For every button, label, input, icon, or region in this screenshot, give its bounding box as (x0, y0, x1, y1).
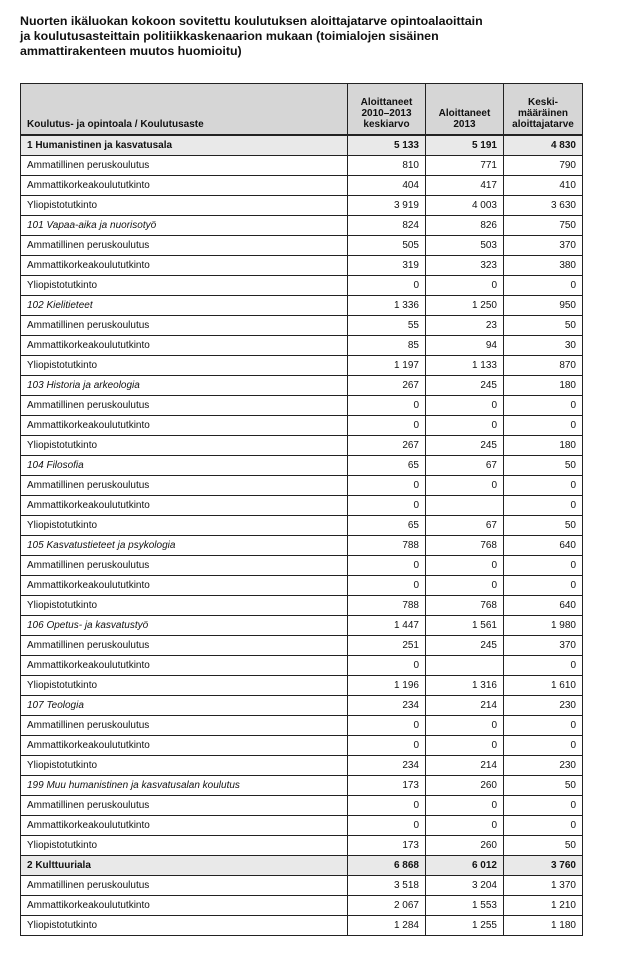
row-label: Ammattikorkeakoulututkinto (21, 256, 348, 276)
value-2013: 771 (426, 156, 504, 176)
row-label: Ammattikorkeakoulututkinto (21, 816, 348, 836)
row-label: Ammatillinen peruskoulutus (21, 476, 348, 496)
table-body (21, 135, 583, 936)
value-2013: 1 255 (426, 916, 504, 936)
row-label: Yliopistotutkinto (21, 596, 348, 616)
table-row-subfield (21, 536, 583, 556)
value-2013: 260 (426, 776, 504, 796)
value-2013: 0 (426, 716, 504, 736)
value-2013: 245 (426, 376, 504, 396)
row-label: Ammatillinen peruskoulutus (21, 796, 348, 816)
value-avg-2010-2013: 55 (348, 316, 426, 336)
value-need: 180 (504, 376, 583, 396)
value-need: 0 (504, 396, 583, 416)
row-label: 106 Opetus- ja kasvatustyö (21, 616, 348, 636)
table-row (21, 836, 583, 856)
value-avg-2010-2013: 788 (348, 536, 426, 556)
value-need: 230 (504, 756, 583, 776)
value-avg-2010-2013: 267 (348, 376, 426, 396)
value-2013: 0 (426, 576, 504, 596)
table-row (21, 716, 583, 736)
row-label: Ammattikorkeakoulututkinto (21, 176, 348, 196)
table-row (21, 196, 583, 216)
value-2013: 503 (426, 236, 504, 256)
table-row-subfield (21, 216, 583, 236)
value-avg-2010-2013: 0 (348, 476, 426, 496)
row-label: 105 Kasvatustieteet ja psykologia (21, 536, 348, 556)
value-need: 50 (504, 456, 583, 476)
value-avg-2010-2013: 0 (348, 396, 426, 416)
table-row (21, 156, 583, 176)
value-2013: 768 (426, 596, 504, 616)
value-need: 0 (504, 496, 583, 516)
value-need: 0 (504, 556, 583, 576)
value-need: 370 (504, 236, 583, 256)
row-label: 199 Muu humanistinen ja kasvatusalan koulutus (21, 776, 348, 796)
value-2013: 214 (426, 756, 504, 776)
row-label: Ammatillinen peruskoulutus (21, 556, 348, 576)
value-2013: 5 191 (426, 135, 504, 156)
table-row (21, 276, 583, 296)
value-2013: 4 003 (426, 196, 504, 216)
row-label: 103 Historia ja arkeologia (21, 376, 348, 396)
row-label: Yliopistotutkinto (21, 676, 348, 696)
value-avg-2010-2013: 65 (348, 516, 426, 536)
column-header-need: Keski- määräinen aloittajatarve (504, 84, 583, 136)
value-2013: 67 (426, 516, 504, 536)
table-row (21, 736, 583, 756)
value-need: 380 (504, 256, 583, 276)
value-2013: 0 (426, 276, 504, 296)
value-need: 640 (504, 596, 583, 616)
value-need: 50 (504, 836, 583, 856)
value-need: 1 980 (504, 616, 583, 636)
value-avg-2010-2013: 234 (348, 696, 426, 716)
table-row-subfield (21, 376, 583, 396)
row-label: Ammatillinen peruskoulutus (21, 636, 348, 656)
value-need: 1 370 (504, 876, 583, 896)
value-avg-2010-2013: 0 (348, 736, 426, 756)
row-label: Ammatillinen peruskoulutus (21, 716, 348, 736)
value-avg-2010-2013: 810 (348, 156, 426, 176)
value-need: 3 760 (504, 856, 583, 876)
table-row (21, 336, 583, 356)
value-2013: 1 561 (426, 616, 504, 636)
value-2013: 94 (426, 336, 504, 356)
value-need: 0 (504, 276, 583, 296)
row-label: Ammatillinen peruskoulutus (21, 236, 348, 256)
row-label: Yliopistotutkinto (21, 356, 348, 376)
table-row (21, 916, 583, 936)
row-label: Yliopistotutkinto (21, 756, 348, 776)
row-label: Yliopistotutkinto (21, 516, 348, 536)
row-label: Ammatillinen peruskoulutus (21, 156, 348, 176)
value-avg-2010-2013: 3 919 (348, 196, 426, 216)
row-label: Ammattikorkeakoulututkinto (21, 656, 348, 676)
value-avg-2010-2013: 0 (348, 416, 426, 436)
title-line: ammattirakenteen muutos huomioitu) (20, 44, 242, 58)
title-line: ja koulutusasteittain politiikkaskenaarion mukaan (toimialojen sisäinen (20, 29, 439, 43)
value-avg-2010-2013: 1 336 (348, 296, 426, 316)
table-header (21, 84, 583, 136)
value-2013: 0 (426, 556, 504, 576)
table-row (21, 436, 583, 456)
table-row (21, 556, 583, 576)
row-label: Ammatillinen peruskoulutus (21, 396, 348, 416)
value-need: 370 (504, 636, 583, 656)
value-2013: 0 (426, 736, 504, 756)
value-need: 3 630 (504, 196, 583, 216)
row-label: Ammattikorkeakoulututkinto (21, 576, 348, 596)
table-row (21, 396, 583, 416)
value-2013: 245 (426, 636, 504, 656)
value-2013: 0 (426, 816, 504, 836)
value-2013: 1 250 (426, 296, 504, 316)
value-avg-2010-2013: 2 067 (348, 896, 426, 916)
value-2013: 67 (426, 456, 504, 476)
value-avg-2010-2013: 0 (348, 556, 426, 576)
table-row (21, 896, 583, 916)
value-need: 50 (504, 776, 583, 796)
row-label: 102 Kielitieteet (21, 296, 348, 316)
table-row (21, 656, 583, 676)
header-row (21, 84, 583, 136)
value-2013 (426, 656, 504, 676)
row-label: Ammattikorkeakoulututkinto (21, 896, 348, 916)
value-avg-2010-2013: 0 (348, 796, 426, 816)
table-row-subfield (21, 776, 583, 796)
table-row (21, 476, 583, 496)
value-avg-2010-2013: 0 (348, 656, 426, 676)
table-row (21, 756, 583, 776)
value-2013: 1 133 (426, 356, 504, 376)
value-avg-2010-2013: 6 868 (348, 856, 426, 876)
table-row (21, 236, 583, 256)
value-2013: 260 (426, 836, 504, 856)
value-2013: 6 012 (426, 856, 504, 876)
value-avg-2010-2013: 0 (348, 576, 426, 596)
column-header-2013: Aloittaneet 2013 (426, 84, 504, 136)
value-need: 0 (504, 736, 583, 756)
row-label: Ammatillinen peruskoulutus (21, 316, 348, 336)
value-avg-2010-2013: 824 (348, 216, 426, 236)
value-2013: 826 (426, 216, 504, 236)
table-row-subfield (21, 456, 583, 476)
value-need: 1 180 (504, 916, 583, 936)
row-label: 1 Humanistinen ja kasvatusala (21, 135, 348, 156)
value-2013 (426, 496, 504, 516)
value-avg-2010-2013: 234 (348, 756, 426, 776)
value-avg-2010-2013: 85 (348, 336, 426, 356)
value-need: 1 210 (504, 896, 583, 916)
value-avg-2010-2013: 404 (348, 176, 426, 196)
value-need: 870 (504, 356, 583, 376)
row-label: Yliopistotutkinto (21, 276, 348, 296)
table-row (21, 596, 583, 616)
value-avg-2010-2013: 267 (348, 436, 426, 456)
table-row (21, 796, 583, 816)
table-row-subfield (21, 696, 583, 716)
value-avg-2010-2013: 3 518 (348, 876, 426, 896)
value-avg-2010-2013: 788 (348, 596, 426, 616)
row-label: Yliopistotutkinto (21, 196, 348, 216)
row-label: Yliopistotutkinto (21, 916, 348, 936)
value-avg-2010-2013: 173 (348, 776, 426, 796)
table-row-subfield (21, 296, 583, 316)
table-row (21, 256, 583, 276)
value-need: 50 (504, 316, 583, 336)
value-2013: 0 (426, 796, 504, 816)
table-row-section (21, 135, 583, 156)
value-2013: 0 (426, 416, 504, 436)
value-2013: 245 (426, 436, 504, 456)
value-need: 0 (504, 476, 583, 496)
value-avg-2010-2013: 65 (348, 456, 426, 476)
table-row (21, 416, 583, 436)
value-need: 0 (504, 416, 583, 436)
value-need: 0 (504, 716, 583, 736)
value-avg-2010-2013: 505 (348, 236, 426, 256)
row-label: Ammattikorkeakoulututkinto (21, 336, 348, 356)
table-row (21, 676, 583, 696)
row-label: Ammattikorkeakoulututkinto (21, 736, 348, 756)
row-label: Yliopistotutkinto (21, 436, 348, 456)
column-header-avg-2010-2013: Aloittaneet 2010–2013 keskiarvo (348, 84, 426, 136)
value-avg-2010-2013: 0 (348, 716, 426, 736)
row-label: Ammattikorkeakoulututkinto (21, 416, 348, 436)
value-need: 950 (504, 296, 583, 316)
table-row (21, 876, 583, 896)
table-row-section (21, 856, 583, 876)
data-table (20, 83, 583, 936)
value-need: 180 (504, 436, 583, 456)
value-need: 0 (504, 576, 583, 596)
column-header-field: Koulutus- ja opintoala / Koulutusaste (21, 84, 348, 136)
row-label: Ammattikorkeakoulututkinto (21, 496, 348, 516)
value-need: 50 (504, 516, 583, 536)
value-need: 0 (504, 796, 583, 816)
row-label: Ammatillinen peruskoulutus (21, 876, 348, 896)
table-row (21, 176, 583, 196)
table-row (21, 356, 583, 376)
value-avg-2010-2013: 251 (348, 636, 426, 656)
value-need: 790 (504, 156, 583, 176)
table-row (21, 576, 583, 596)
value-avg-2010-2013: 1 197 (348, 356, 426, 376)
value-2013: 323 (426, 256, 504, 276)
row-label: 2 Kulttuuriala (21, 856, 348, 876)
value-avg-2010-2013: 1 447 (348, 616, 426, 636)
value-2013: 1 316 (426, 676, 504, 696)
value-2013: 768 (426, 536, 504, 556)
row-label: 107 Teologia (21, 696, 348, 716)
value-2013: 3 204 (426, 876, 504, 896)
table-row (21, 496, 583, 516)
value-avg-2010-2013: 319 (348, 256, 426, 276)
table-row-subfield (21, 616, 583, 636)
row-label: Yliopistotutkinto (21, 836, 348, 856)
document-title (20, 14, 580, 59)
value-2013: 214 (426, 696, 504, 716)
value-avg-2010-2013: 0 (348, 276, 426, 296)
table-row (21, 516, 583, 536)
value-need: 0 (504, 816, 583, 836)
value-avg-2010-2013: 0 (348, 496, 426, 516)
table-row (21, 816, 583, 836)
value-avg-2010-2013: 0 (348, 816, 426, 836)
value-avg-2010-2013: 173 (348, 836, 426, 856)
value-need: 640 (504, 536, 583, 556)
value-need: 410 (504, 176, 583, 196)
value-2013: 23 (426, 316, 504, 336)
value-avg-2010-2013: 1 196 (348, 676, 426, 696)
value-avg-2010-2013: 1 284 (348, 916, 426, 936)
value-2013: 1 553 (426, 896, 504, 916)
table-row (21, 636, 583, 656)
table-row (21, 316, 583, 336)
value-2013: 0 (426, 476, 504, 496)
title-line: Nuorten ikäluokan kokoon sovitettu koulutuksen aloittajatarve opintoalaoittain (20, 14, 483, 28)
value-2013: 417 (426, 176, 504, 196)
value-avg-2010-2013: 5 133 (348, 135, 426, 156)
value-need: 1 610 (504, 676, 583, 696)
row-label: 101 Vapaa-aika ja nuorisotyö (21, 216, 348, 236)
value-need: 30 (504, 336, 583, 356)
value-need: 0 (504, 656, 583, 676)
value-need: 230 (504, 696, 583, 716)
row-label: 104 Filosofia (21, 456, 348, 476)
value-need: 4 830 (504, 135, 583, 156)
value-need: 750 (504, 216, 583, 236)
value-2013: 0 (426, 396, 504, 416)
